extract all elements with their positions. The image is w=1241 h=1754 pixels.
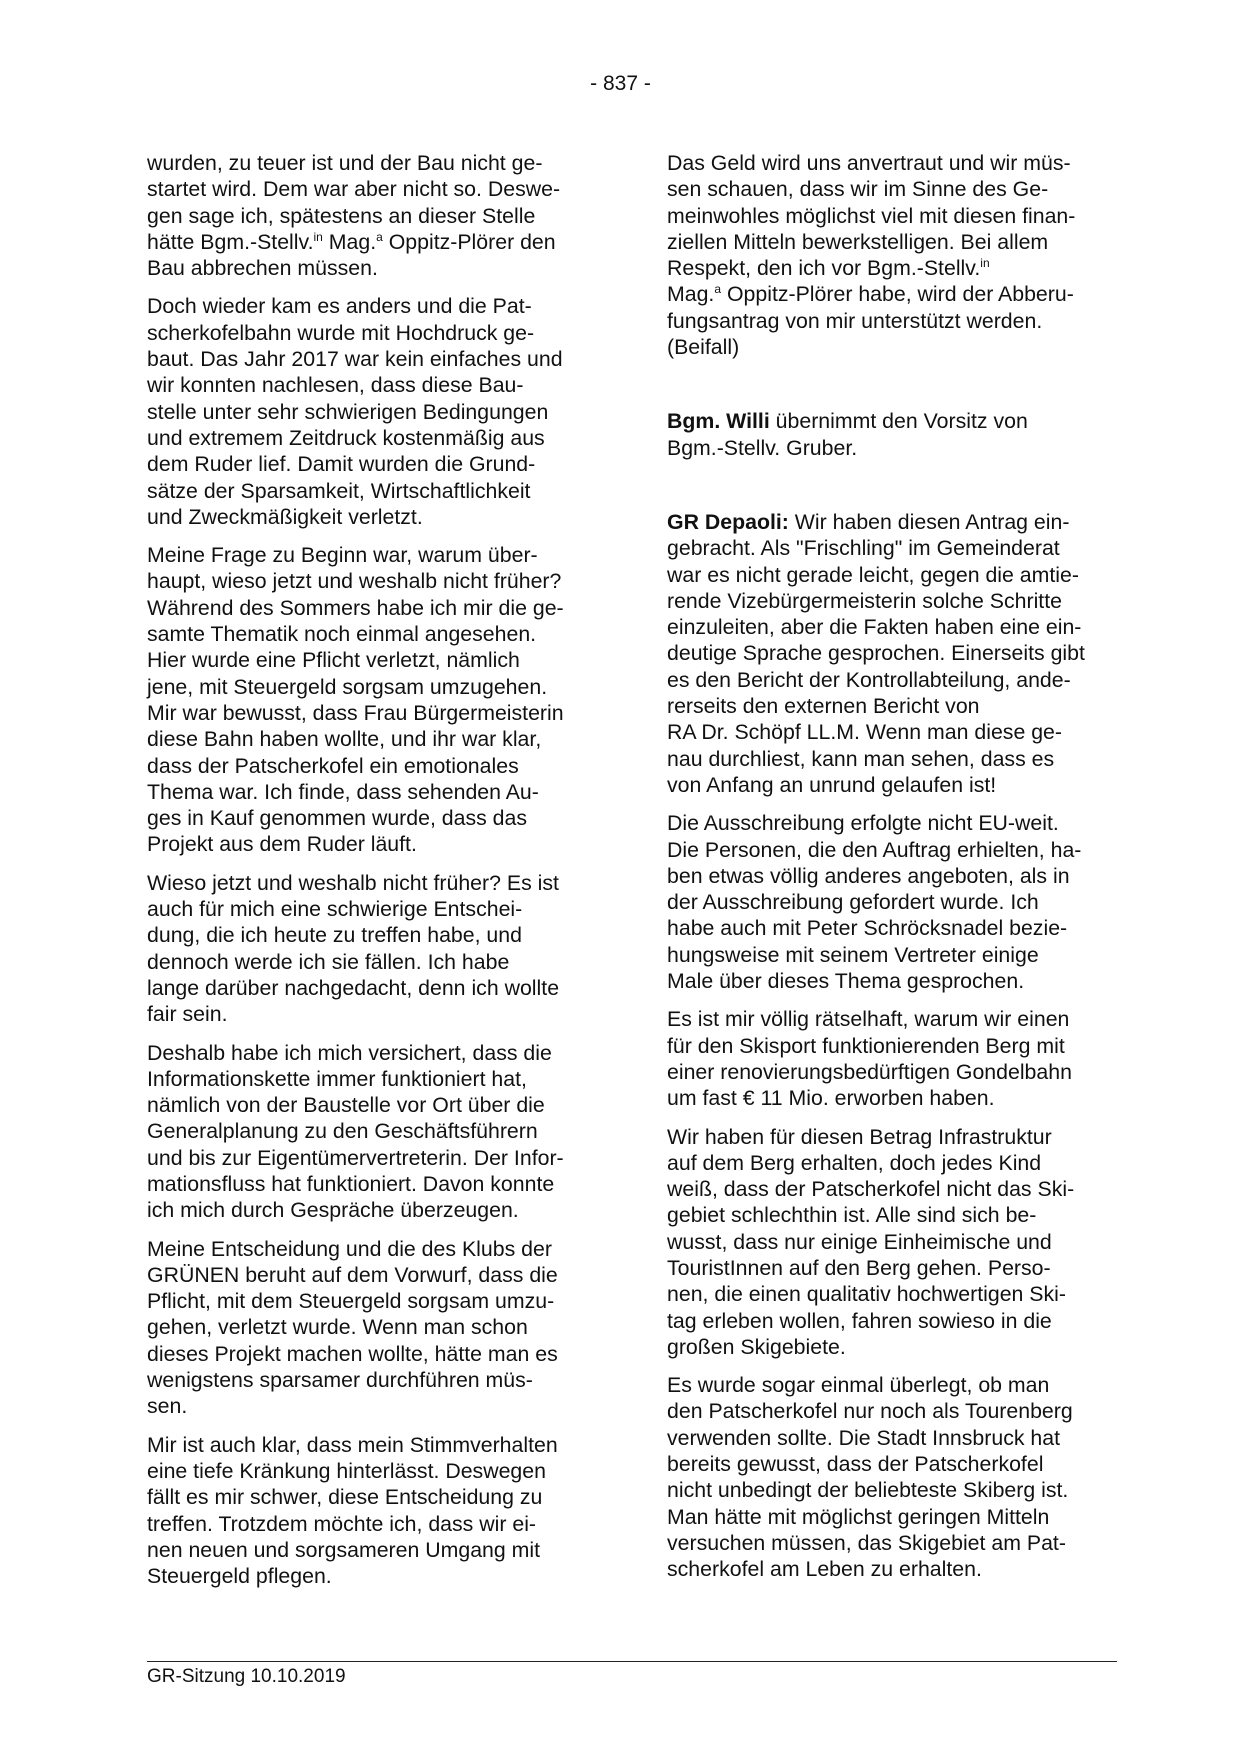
left-column	[147, 150, 607, 1601]
paragraph: Wir haben für diesen Betrag Infrastruktur auf dem Berg erhalten, doch jedes Kind weiß, dass der Patscherkofel nicht das Ski- gebiet schlechthin ist. Alle sind sich be- wusst, dass nur einige Einheimische und TouristInnen auf den Berg gehen. Perso- nen, die einen qualitativ hochwertigen Ski- tag erleben wollen, fahren sowieso in die großen Skigebiete.	[667, 1124, 1075, 1359]
paragraph: Es ist mir völlig rätselhaft, warum wir einen für den Skisport funktionierenden Berg mit einer renovierungsbedürftigen Gondelbahn um fast € 11 Mio. erworben haben.	[667, 1007, 1072, 1111]
paragraph: Mir ist auch klar, dass mein Stimmverhalten eine tiefe Kränkung hinterlässt. Deswegen fällt es mir schwer, diese Entscheidung zu treffen. Trotzdem möchte ich, dass wir ei- nen neuen und sorgsameren Umgang mit Steuergeld pflegen.	[147, 1432, 558, 1589]
footer-divider	[147, 1661, 1117, 1662]
footer-session-date: GR-Sitzung 10.10.2019	[147, 1666, 346, 1687]
paragraph: Die Ausschreibung erfolgte nicht EU-weit. Die Personen, die den Auftrag erhielten, ha- ben etwas völlig anderes angeboten, als in der Ausschreibung gefordert wurde. Ich habe auch mit Peter Schröcksnadel bezie- hungsweise mit seinem Vertreter einige Male über dieses Thema gesprochen.	[667, 811, 1082, 994]
paragraph: Meine Entscheidung und die des Klubs der GRÜNEN beruht auf dem Vorwurf, dass die Pflicht, mit dem Steuergeld sorgsam umzu- gehen, verletzt wurde. Wenn man schon dieses Projekt machen wollte, hätte man es wenigstens sparsamer durchführen müs- sen.	[147, 1236, 558, 1419]
paragraph: Deshalb habe ich mich versichert, dass die Informationskette immer funktioniert hat, nämlich von der Baustelle vor Ort über die Generalplanung zu den Geschäftsführern und bis zur Eigentümervertreterin. Der Infor- mationsfluss hat funktioniert. Davon konnte ich mich durch Gespräche überzeugen.	[147, 1040, 564, 1223]
page-number: - 837 -	[590, 72, 651, 95]
speaker-name: Bgm. Willi	[667, 409, 770, 434]
paragraph: Das Geld wird uns anvertraut und wir müs- sen schauen, dass wir im Sinne des Ge- meinwohles möglichst viel mit diesen finan- ziellen Mitteln bewerkstelligen. Bei allem Respekt, den ich vor Bgm.-Stellv.$^{in}$ Mag.$^a$ Oppitz-Plörer habe, wird der Abberu- fungsantrag von mir unterstützt werden. (Beifall)	[667, 151, 1076, 360]
paragraph: wurden, zu teuer ist und der Bau nicht ge- startet wird. Dem war aber nicht so. Deswe- gen sage ich, spätestens an dieser Stelle hätte Bgm.-Stellv.$^{in}$ Mag.$^a$ Oppitz-Plörer den Bau abbrechen müssen.	[147, 151, 561, 281]
paragraph: Meine Frage zu Beginn war, warum über- haupt, wieso jetzt und weshalb nicht früher? Während des Sommers habe ich mir die ge- samte Thematik noch einmal angesehen. Hier wurde eine Pflicht verletzt, nämlich jene, mit Steuergeld sorgsam umzugehen. Mir war bewusst, dass Frau Bürgermeisterin diese Bahn haben wollte, und ihr war klar, dass der Patscherkofel ein emotionales Thema war. Ich finde, dass sehenden Au- ges in Kauf genommen wurde, dass das Projekt aus dem Ruder läuft.	[147, 543, 564, 857]
paragraph: Bgm. Willi übernimmt den Vorsitz von Bgm.-Stellv. Gruber.	[667, 409, 1028, 460]
right-column	[667, 150, 1127, 1595]
paragraph: Es wurde sogar einmal überlegt, ob man den Patscherkofel nur noch als Tourenberg verwenden sollte. Die Stadt Innsbruck hat bereits gewusst, dass der Patscherkofel nicht unbedingt der beliebteste Skiberg ist. Man hätte mit möglichst geringen Mitteln versuchen müssen, das Skigebiet am Pat- scherkofel am Leben zu erhalten.	[667, 1373, 1073, 1582]
paragraph: Doch wieder kam es anders und die Pat- scherkofelbahn wurde mit Hochdruck ge- baut. Das Jahr 2017 war kein einfaches und wir konnten nachlesen, dass diese Bau- stelle unter sehr schwierigen Bedingungen und extremem Zeitdruck kostenmäßig aus dem Ruder lief. Damit wurden die Grund- sätze der Sparsamkeit, Wirtschaftlichkeit und Zweckmäßigkeit verletzt.	[147, 294, 563, 529]
speaker-name: GR Depaoli:	[667, 509, 789, 534]
paragraph: Wieso jetzt und weshalb nicht früher? Es ist auch für mich eine schwierige Entschei- dung, die ich heute zu treffen habe, und dennoch werde ich sie fällen. Ich habe lange darüber nachgedacht, denn ich wollte fair sein.	[147, 870, 560, 1027]
paragraph: GR Depaoli: Wir haben diesen Antrag ein- gebracht. Als "Frischling" im Gemeinderat war es nicht gerade leicht, gegen die amtie- rende Vizebürgermeisterin solche Schritte einzuleiten, aber die Fakten haben eine ein- deutige Sprache gesprochen. Einerseits gibt es den Bericht der Kontrollabteilung, ande- rerseits den externen Bericht von RA Dr. Schöpf LL.M. Wenn man diese ge- nau durchliest, kann man sehen, dass es von Anfang an unrund gelaufen ist!	[667, 509, 1085, 797]
